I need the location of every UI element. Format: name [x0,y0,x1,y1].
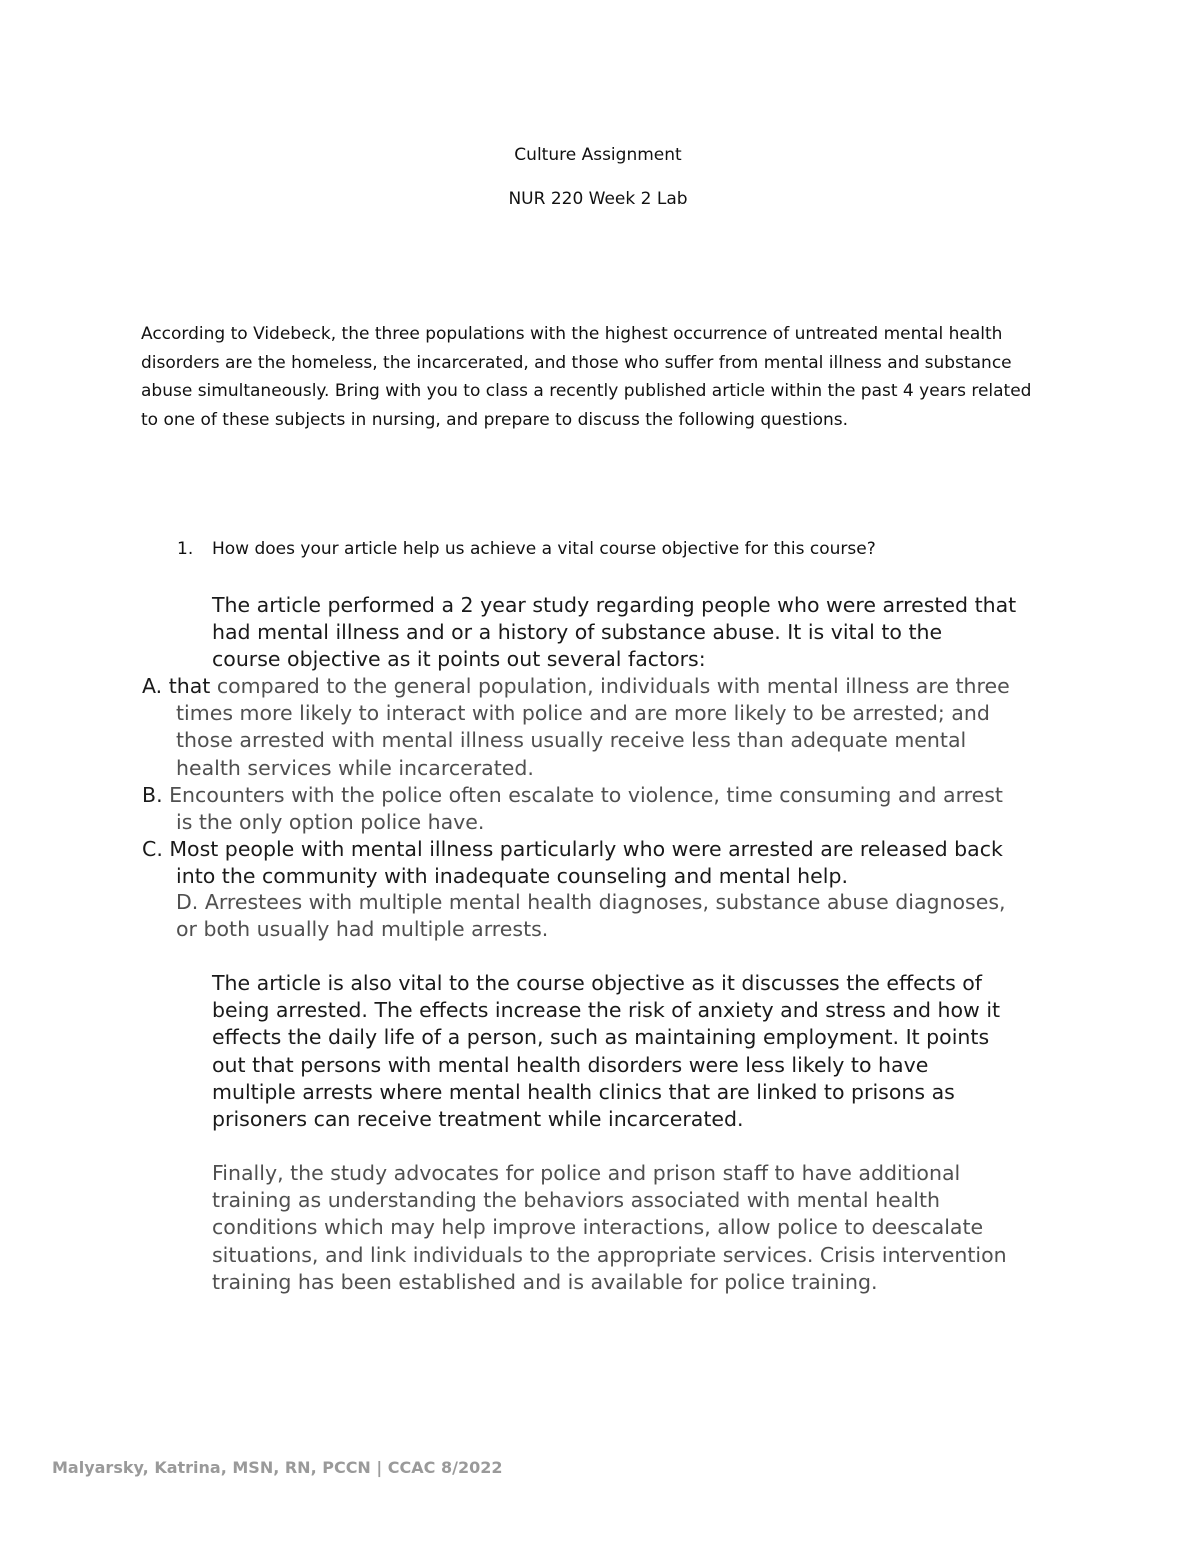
instructions-line: According to Videbeck, the three populations with the highest occurrence of untreated mental health [141,324,1003,344]
factor-c-line: into the community with inadequate counseling and mental help. [176,864,848,889]
factor-c-line: C. Most people with mental illness particularly who were arrested are released back [142,837,1003,861]
instructions-line: abuse simultaneously. Bring with you to class a recently published article within the past 4 years related [141,381,1032,401]
instructions-line: disorders are the homeless, the incarcerated, and those who suffer from mental illness and substance [141,352,1012,373]
factor-a [142,673,1010,782]
factor-b-line: is the only option police have. [176,810,485,835]
paragraph-line: situations, and link individuals to the appropriate services. Crisis intervention [212,1242,1007,1267]
answer-line: course objective as it points out several factors: [212,647,706,672]
paragraph-line: being arrested. The effects increase the risk of anxiety and stress and how it [212,998,1001,1023]
factor-c [142,836,1003,890]
answer-line: had mental illness and or a history of substance abuse. It is vital to the [212,620,943,645]
instructions-line: to one of these subjects in nursing, and prepare to discuss the following questions. [141,409,849,430]
question-1 [177,539,1077,559]
paragraph-line: conditions which may help improve interactions, allow police to deescalate [212,1215,984,1240]
paragraph-line: effects the daily life of a person, such as maintaining employment. It points [212,1025,990,1050]
answer-intro-paragraph [212,592,1016,674]
factor-a-line: those arrested with mental illness usually receive less than adequate mental [176,728,967,753]
paragraph-line: Finally, the study advocates for police and prison staff to have additional [212,1161,961,1185]
answer-paragraph-2 [212,970,1000,1133]
factor-a-lead: A. that [142,674,217,698]
paragraph-line: prisoners can receive treatment while incarcerated. [212,1107,744,1132]
paragraph-line: out that persons with mental health disorders were less likely to have [212,1052,929,1077]
paragraph-line: training as understanding the behaviors associated with mental health [212,1188,941,1213]
answer-paragraph-3 [212,1160,1007,1296]
paragraph-line: multiple arrests where mental health clinics that are linked to prisons as [212,1079,955,1104]
question-number: 1. [177,539,194,559]
assignment-instructions [141,320,1071,434]
answer-line: The article performed a 2 year study regarding people who were arrested that [212,593,1017,617]
factor-a-line: times more likely to interact with police and are more likely to be arrested; and [176,701,990,726]
factor-a-text: compared to the general population, individuals with mental illness are three [216,674,1010,698]
document-title: Culture Assignment [514,145,682,165]
question-text: How does your article help us achieve a vital course objective for this course? [212,539,876,559]
document-subtitle: NUR 220 Week 2 Lab [508,189,688,209]
paragraph-line: training has been established and is available for police training. [212,1269,878,1294]
factor-b-text: Encounters with the police often escalate to violence, time consuming and arrest [169,783,1003,807]
factor-d [176,889,1006,943]
factor-b-lead: B. [142,783,170,807]
factor-d-line: or both usually had multiple arrests. [176,917,549,942]
page-footer: Malyarsky, Katrina, MSN, RN, PCCN | CCAC 8/2022 [52,1458,503,1477]
factor-d-line: D. Arrestees with multiple mental health diagnoses, substance abuse diagnoses, [176,890,1006,914]
paragraph-line: The article is also vital to the course objective as it discusses the effects of [212,971,983,995]
factor-b [142,782,1003,836]
factor-a-line: health services while incarcerated. [176,755,534,780]
